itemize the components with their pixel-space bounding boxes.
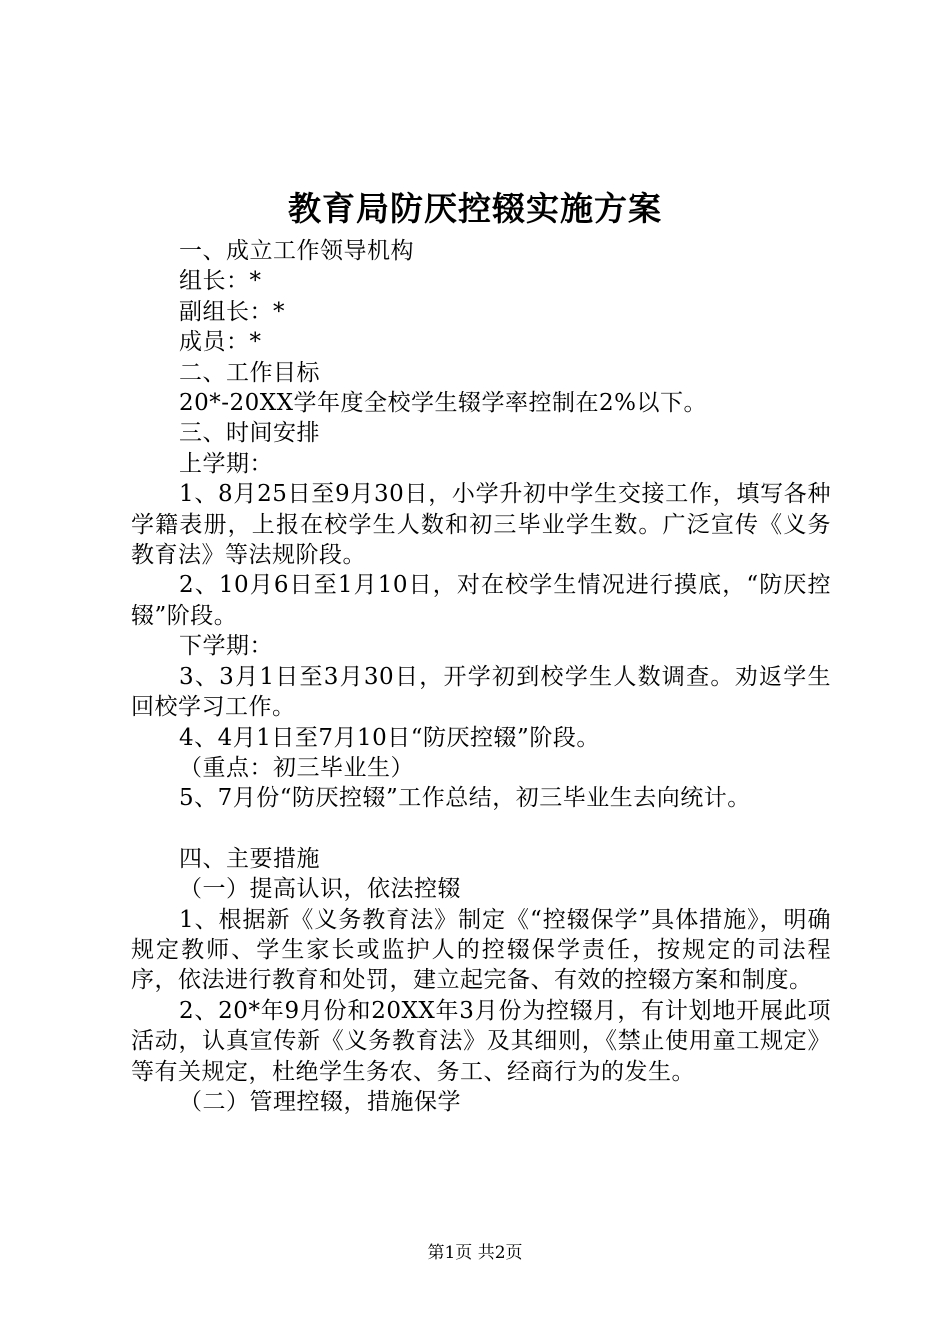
paragraph-measure-2: 2、20*年9月份和20XX年3月份为控辍月，有计划地开展此项活动，认真宣传新《义务教育法》及其细则，《禁止使用童工规定》等有关规定，杜绝学生务农、务工、经商行为的发生。 <box>131 997 831 1085</box>
paragraph-schedule-5: 5、7月份“防厌控辍”工作总结，初三毕业生去向统计。 <box>179 785 751 812</box>
paragraph-section-1-heading: 一、成立工作领导机构 <box>179 238 414 264</box>
document-title: 教育局防厌控辍实施方案 <box>288 189 662 228</box>
paragraph-schedule-3: 3、3月1日至3月30日，开学初到校学生人数调查。劝返学生回校学习工作。 <box>131 663 831 721</box>
paragraph-schedule-2: 2、10月6日至1月10日，对在校学生情况进行摸底，“防厌控辍”阶段。 <box>131 572 831 629</box>
paragraph-focus-note: （重点：初三毕业生） <box>179 754 414 781</box>
paragraph-section-4-heading: 四、主要措施 <box>179 845 320 872</box>
paragraph-first-semester: 上学期： <box>179 450 273 477</box>
paragraph-schedule-4: 4、4月1日至7月10日“防厌控辍”阶段。 <box>179 724 600 751</box>
paragraph-subsection-1-heading: （一）提高认识，依法控辍 <box>179 876 461 903</box>
page-footer: 第1页 共2页 <box>427 1243 523 1263</box>
paragraph-leader: 组长：* <box>179 268 262 295</box>
paragraph-deputy-leader: 副组长：* <box>179 298 285 325</box>
paragraph-second-semester: 下学期： <box>179 633 273 660</box>
paragraph-schedule-1: 1、8月25日至9月30日，小学升初中学生交接工作，填写各种学籍表册，上报在校学生人数和初三毕业学生数。广泛宣传《义务教育法》等法规阶段。 <box>131 481 831 569</box>
paragraph-measure-1: 1、根据新《义务教育法》制定《“控辍保学”具体措施》，明确规定教师、学生家长或监护人的控辍保学责任，按规定的司法程序，依法进行教育和处罚，建立起完备、有效的控辍方案和制度。 <box>131 906 831 994</box>
document-body <box>131 236 831 1117</box>
paragraph-goal: 20*-20XX学年度全校学生辍学率控制在2%以下。 <box>179 390 708 417</box>
paragraph-members: 成员：* <box>179 329 262 356</box>
paragraph-section-3-heading: 三、时间安排 <box>179 420 320 447</box>
paragraph-section-2-heading: 二、工作目标 <box>179 359 320 386</box>
paragraph-subsection-2-heading: （二）管理控辍，措施保学 <box>179 1088 461 1115</box>
